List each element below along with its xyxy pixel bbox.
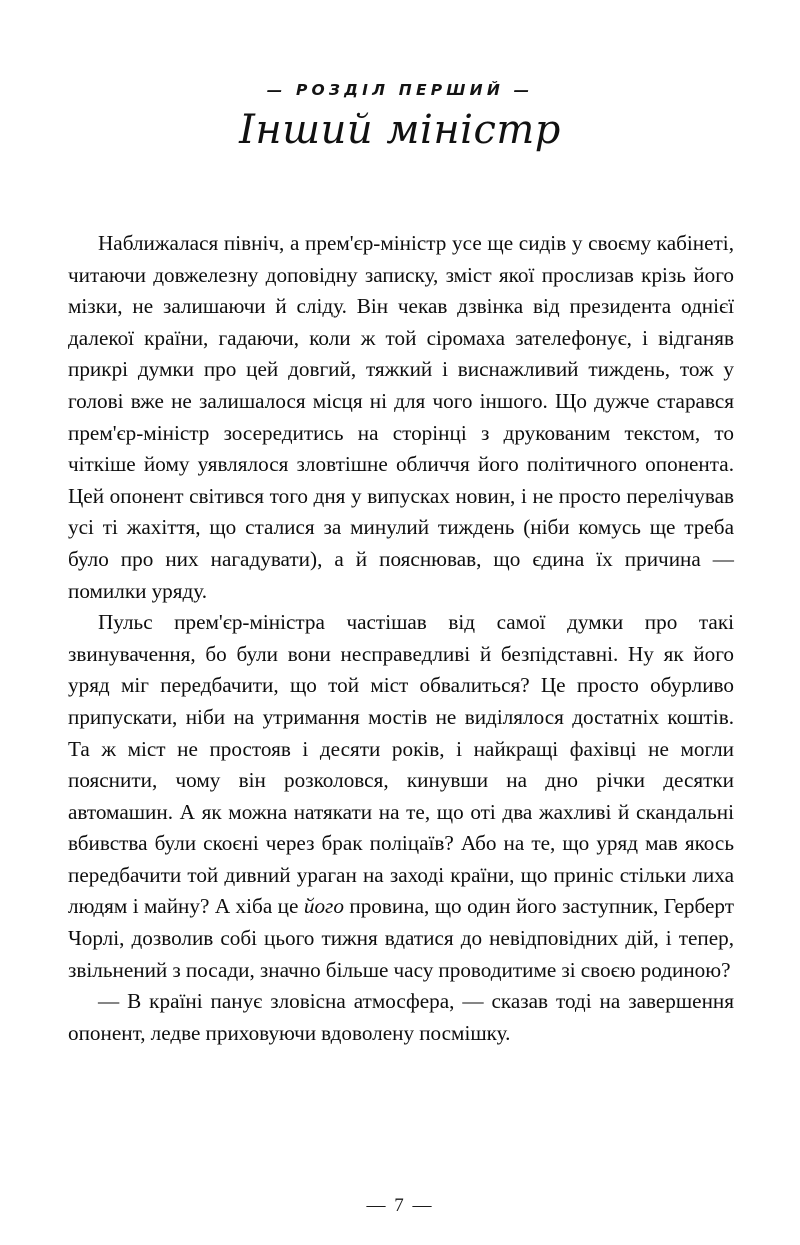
body-text-column (68, 228, 734, 1049)
emphasized-word: його (303, 894, 344, 919)
chapter-title: Інший міністр (239, 107, 561, 154)
paragraph-1: Наближалася північ, а прем'єр-міністр усе ще сидів у своєму кабінеті, читаючи довжелезну доповідну записку, зміст якої прослизав крізь його мізки, не залишаючи й сліду. Він чекав дзвінка від президента однієї далекої країни, гадаючи, коли ж той сіромаха зателефонує, і відганяв прикрі думки про цей довгий, тяжкий і виснажливий тиждень, тож у голові вже не залишалося місця ні для чого іншого. Що дужче старався прем'єр-міністр зосередитись на сторінці з друкованим текстом, то чіткіше йому уявлялося зловтішне обличчя його політичного опонента. Цей опонент світився того дня у випусках новин, і не просто перелічував усі ті жахіття, що сталися за минулий тиждень (ніби комусь ще треба було про них нагадувати), а й пояснював, що єдина їх причина — помилки уряду. (68, 231, 734, 603)
paragraph-2 (68, 607, 734, 986)
chapter-eyebrow-label: — РОЗДІЛ ПЕРШИЙ — (266, 81, 534, 99)
chapter-heading (0, 82, 800, 153)
paragraph-2-text-before-emphasis: Пульс прем'єр-міністра частішав від самої думки про такі звинувачення, бо були вони несправедливі й безпідставні. Ну як його уряд міг передбачити, що той міст обвалиться? Це просто обурливо припускати, ніби на утримання мостів не виділялося достатніх коштів. Та ж міст не простояв і десяти років, і найкращі фахівці не могли пояснити, чому він розколовся, кинувши на дно річки десятки автомашин. А як можна натякати на те, що оті два жахливі й скандальні вбивства були скоєні через брак поліцаїв? Або на те, що уряд мав якось передбачити той дивний ураган на заході країни, що приніс стільки лиха людям і майну? А хіба це (68, 610, 734, 919)
paragraph-2-text-after-emphasis: провина, що один його заступник, Герберт Чорлі, дозволив собі цього тижня вдатися до невідповідних дій, і тепер, звільнений з посади, значно більше часу проводитиме зі своєю родиною? (68, 894, 734, 982)
paragraph-3-dialogue: — В країні панує зловісна атмосфера, — сказав тоді на завершення опонент, ледве приховуючи вдоволену посмішку. (68, 989, 734, 1045)
page-number: — 7 — (366, 1195, 434, 1216)
